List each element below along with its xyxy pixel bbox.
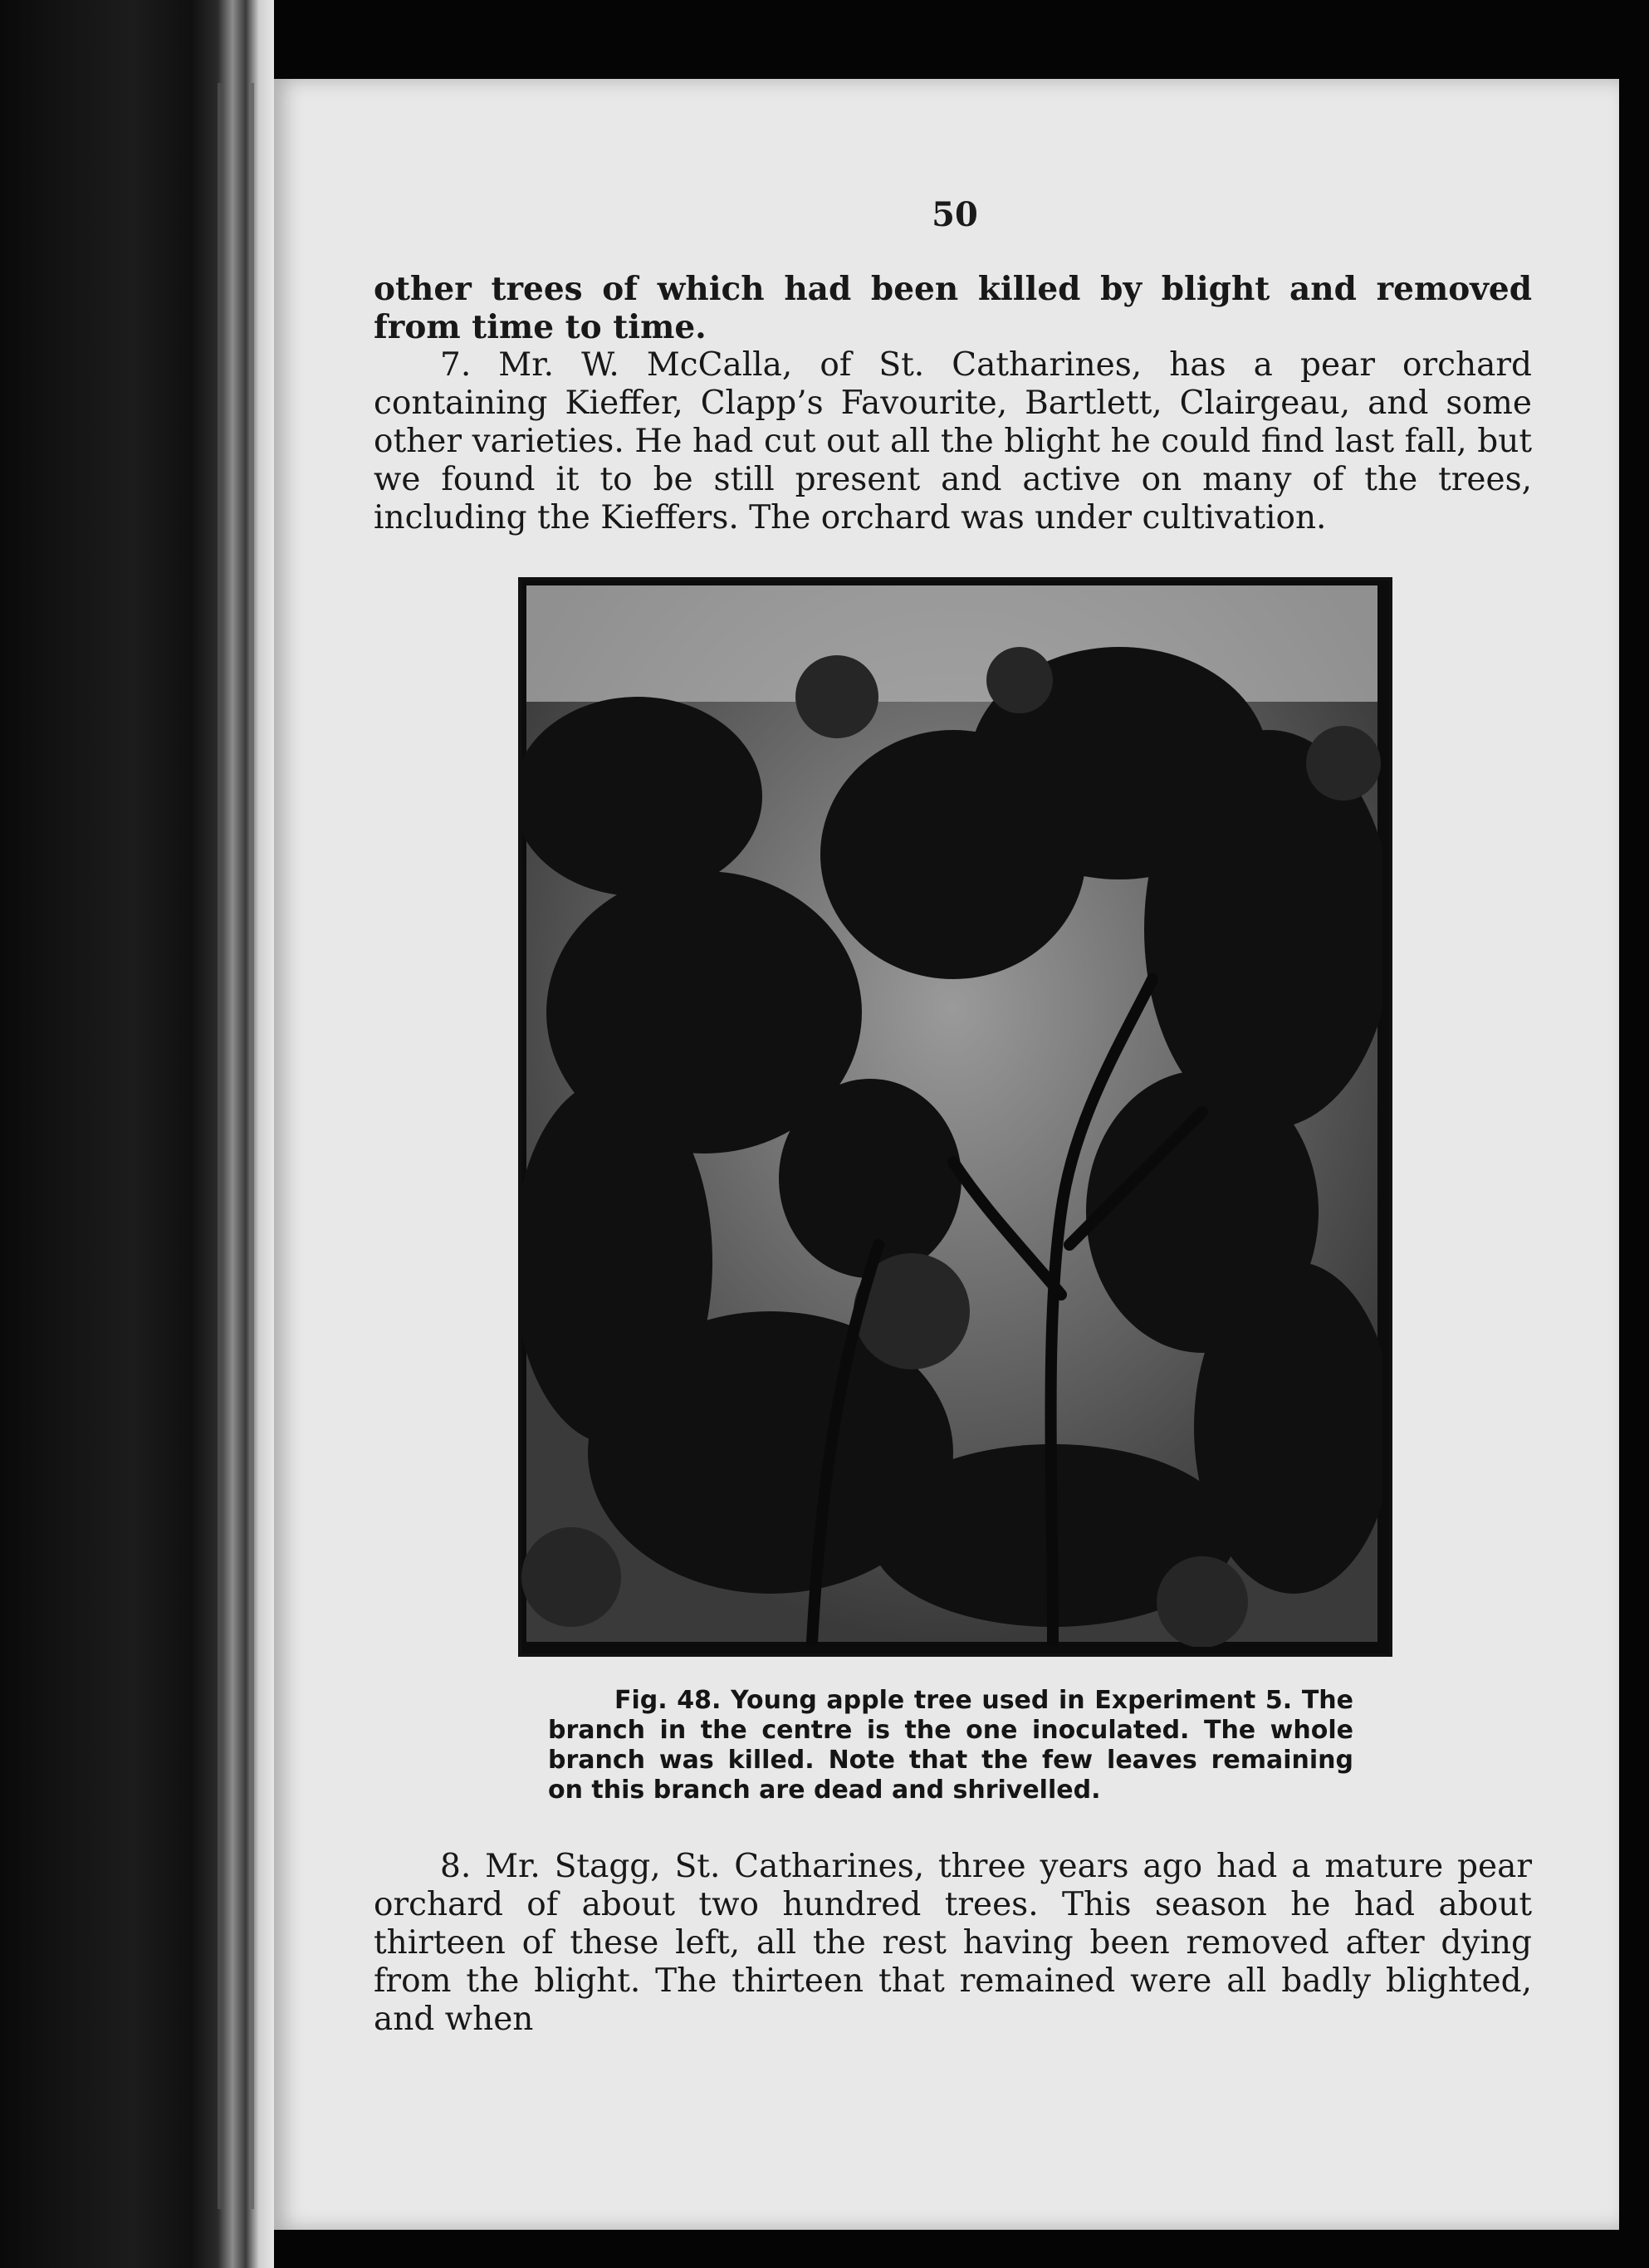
bottom-text xyxy=(374,1848,1532,2039)
page-number: 50 xyxy=(932,195,978,234)
paragraph-stagg: 8. Mr. Stagg, St. Catharines, three years ago had a mature pear orchard of about two hundred trees. This season he had about thirteen of these left, all the rest having been removed after dying from the blight. The thirteen that remained were all badly blighted, and when xyxy=(374,1848,1532,2038)
figure-photo-apple-tree xyxy=(518,577,1392,1657)
spine-edge-line xyxy=(249,83,254,2209)
spine-edge-line xyxy=(218,83,223,2209)
photo-illustration xyxy=(521,580,1382,1647)
top-text xyxy=(374,270,1532,537)
book-page xyxy=(274,79,1619,2230)
paragraph-continuation: other trees of which had been killed by blight and removed from time to time. xyxy=(374,270,1532,346)
figure-caption xyxy=(548,1686,1353,1805)
paragraph-mccalla: 7. Mr. W. McCalla, of St. Catharines, has a pear orchard containing Kieffer, Clapp’s Favourite, Bartlett, Clairgeau, and some other varieties. He had cut out all the blight he could find last fall, but we found it to be still present and active on many of the trees, including the Kieffers. The orchard was under cultivation. xyxy=(374,346,1532,536)
book-spine xyxy=(0,0,274,2268)
caption-text: Fig. 48. Young apple tree used in Experiment 5. The branch in the centre is the one inoculated. The whole branch was killed. Note that the few leaves remaining on this branch are dead and shrivelled. xyxy=(548,1686,1353,1805)
